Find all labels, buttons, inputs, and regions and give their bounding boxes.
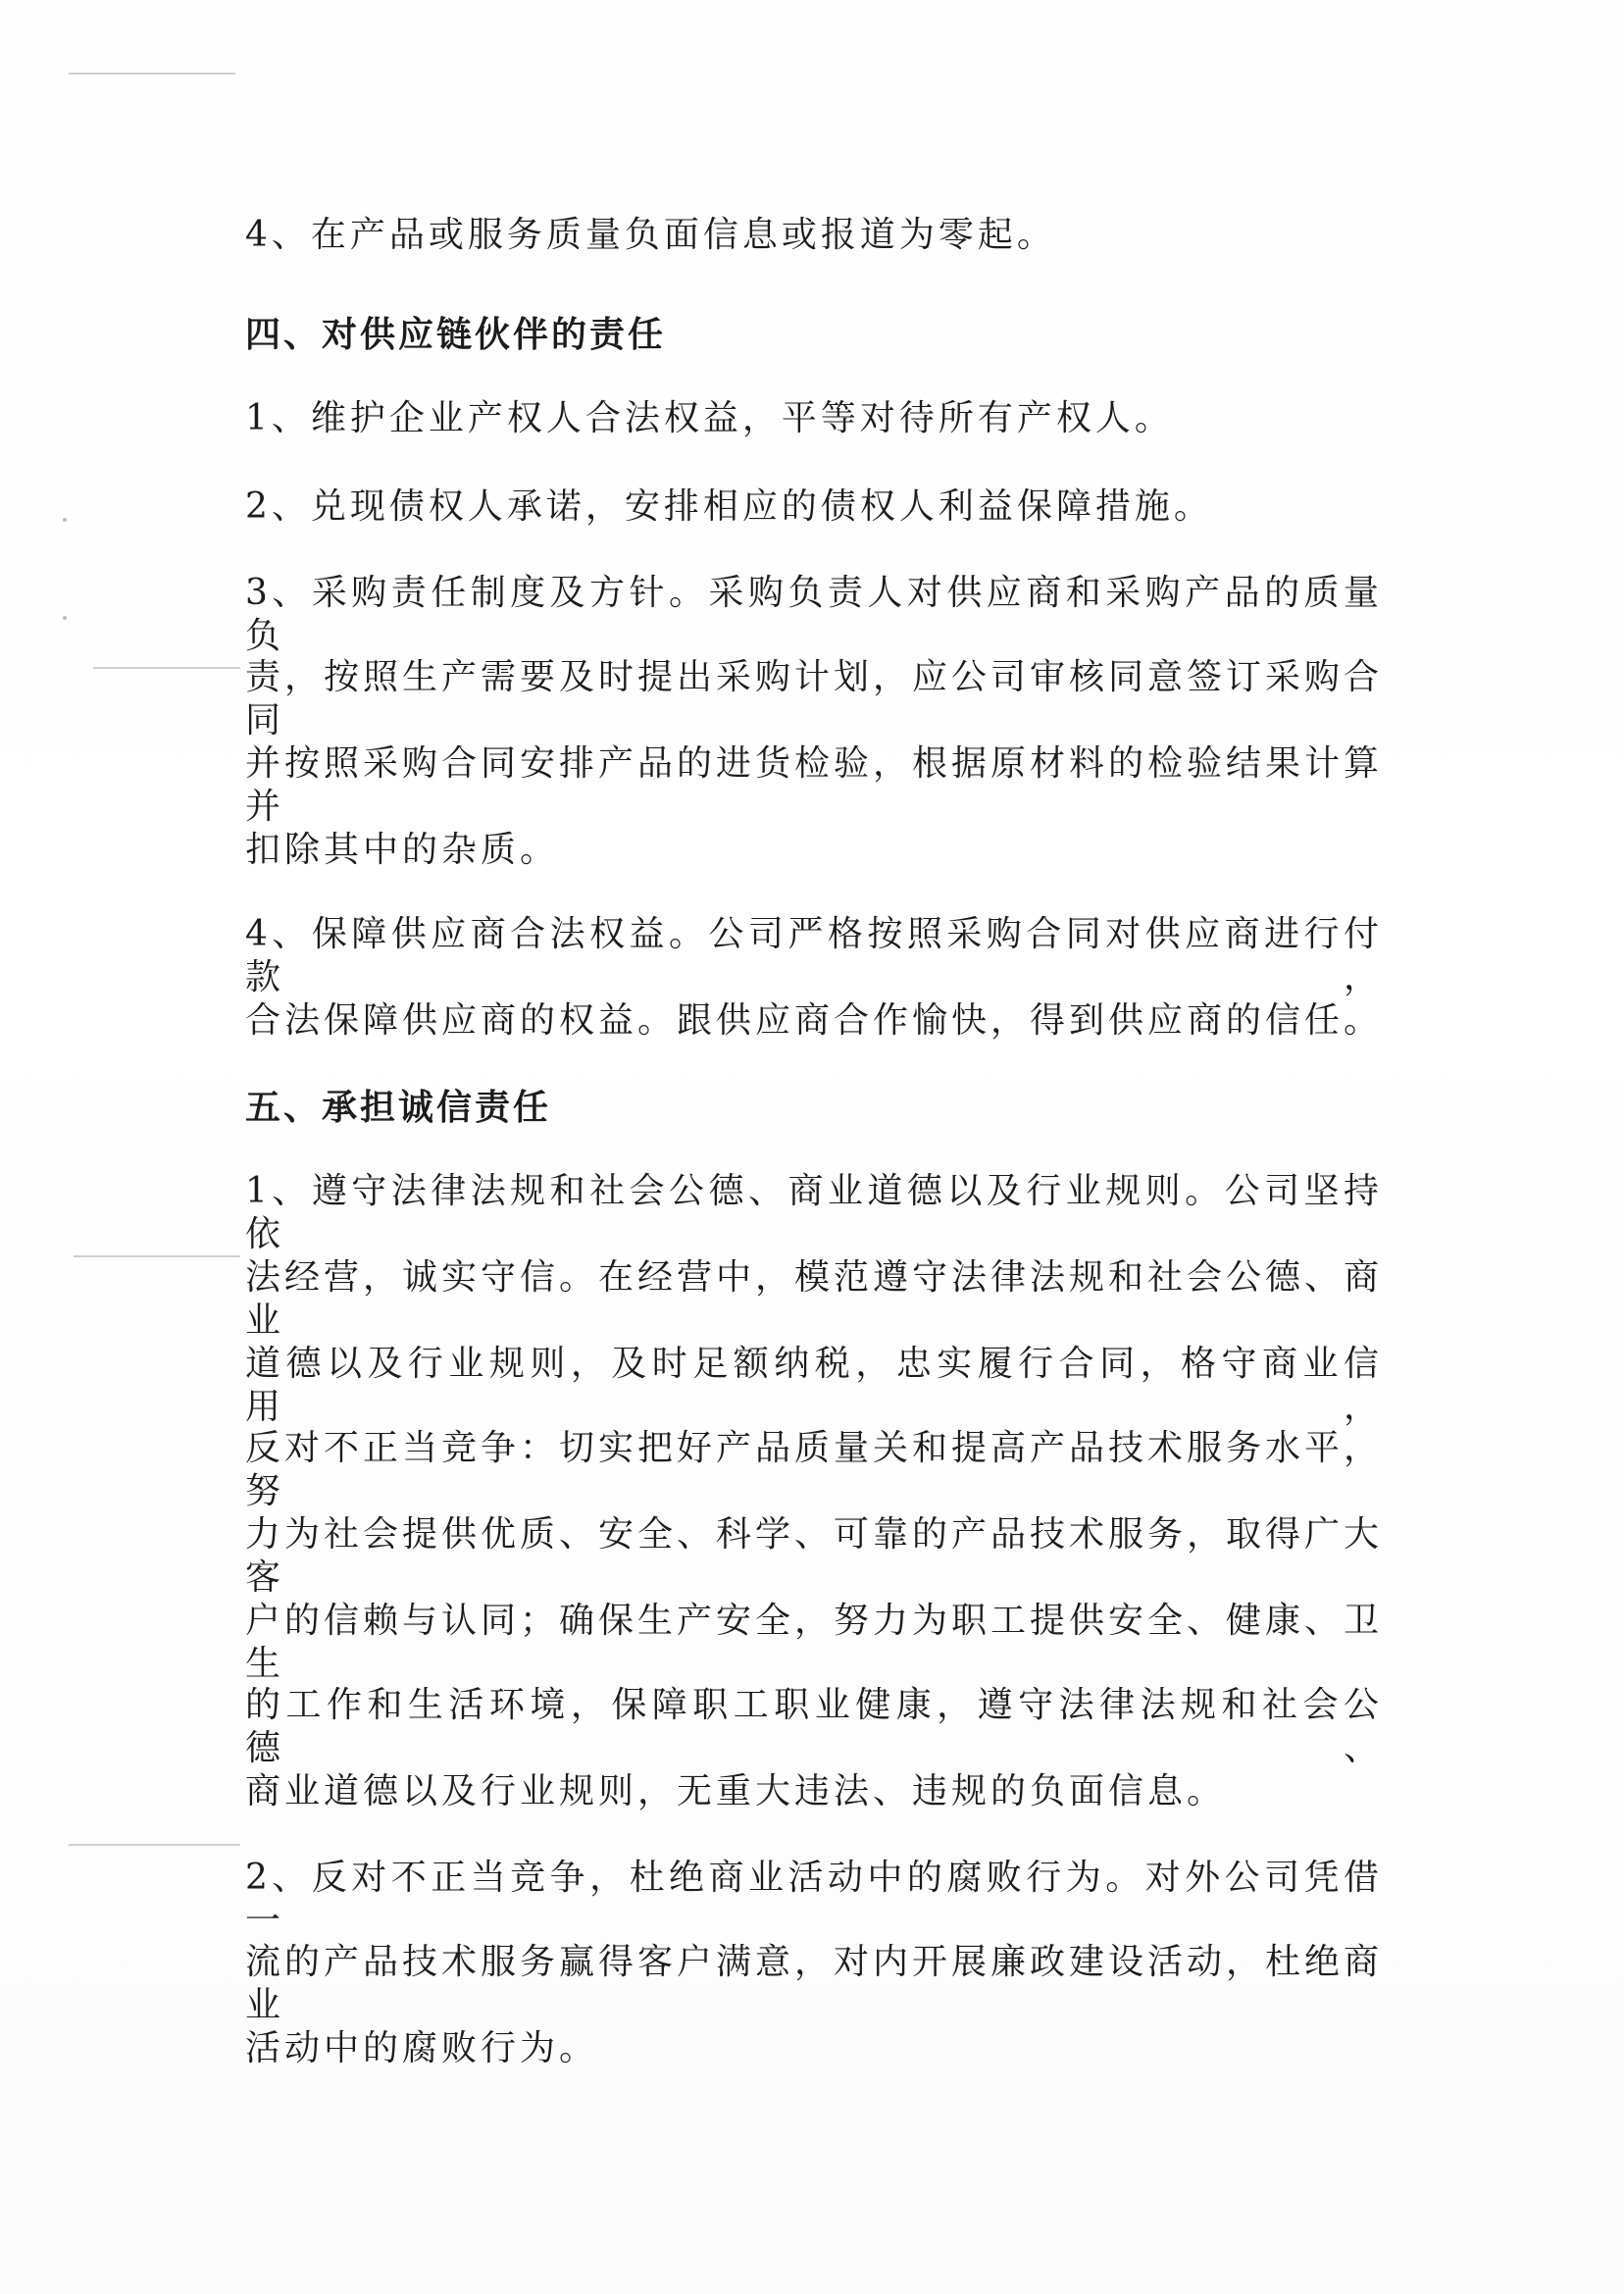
- text-line: 力为社会提供优质、安全、科学、可靠的产品技术服务，取得广大客: [245, 1514, 1384, 1598]
- scan-artifact: [63, 616, 67, 620]
- text-line: 1、维护企业产权人合法权益，平等对待所有产权人。: [245, 398, 1174, 438]
- text-line: 法经营，诚实守信。在经营中，模范遵守法律法规和社会公德、商业: [245, 1257, 1384, 1341]
- section-heading: 四、对供应链伙伴的责任: [245, 314, 667, 355]
- text-line: 流的产品技术服务赢得客户满意，对内开展廉政建设活动，杜绝商业: [245, 1942, 1384, 2025]
- text-line: 反对不正当竞争：切实把好产品质量关和提高产品技术服务水平，努: [245, 1428, 1384, 1511]
- text-line: 并按照采购合同安排产品的进货检验，根据原材料的检验结果计算并: [245, 743, 1384, 827]
- text-line: 的工作和生活环境，保障职工职业健康，遵守法律法规和社会公德、: [245, 1685, 1383, 1768]
- scan-artifact: [69, 73, 235, 75]
- text-line: 扣除其中的杂质。: [245, 830, 560, 870]
- scan-artifact: [74, 1255, 240, 1257]
- text-line: 活动中的腐败行为。: [245, 2028, 599, 2068]
- text-line: 4、保障供应商合法权益。公司严格按照采购合同对供应商进行付款，: [245, 914, 1383, 997]
- scan-artifact: [93, 667, 240, 669]
- text-line: 商业道德以及行业规则，无重大违法、违规的负面信息。: [245, 1771, 1227, 1811]
- text-line: 合法保障供应商的权益。跟供应商合作愉快，得到供应商的信任。: [245, 1000, 1384, 1041]
- text-line: 责，按照生产需要及时提出采购计划，应公司审核同意签订采购合同: [245, 657, 1384, 740]
- text-line: 户的信赖与认同；确保生产安全，努力为职工提供安全、健康、卫生: [245, 1601, 1384, 1684]
- text-line: 3、采购责任制度及方针。采购负责人对供应商和采购产品的质量负: [245, 573, 1383, 656]
- scan-artifact: [69, 1844, 240, 1846]
- text-line: 1、遵守法律法规和社会公德、商业道德以及行业规则。公司坚持依: [245, 1171, 1383, 1254]
- section-heading: 五、承担诚信责任: [245, 1087, 552, 1128]
- text-line: 2、兑现债权人承诺，安排相应的债权人利益保障措施。: [245, 486, 1213, 527]
- text-line: 2、反对不正当竞争，杜绝商业活动中的腐败行为。对外公司凭借一: [245, 1858, 1383, 1941]
- text-line: 4、在产品或服务质量负面信息或报道为零起。: [245, 215, 1056, 255]
- scan-artifact: [63, 518, 67, 522]
- text-line: 道德以及行业规则，及时足额纳税，忠实履行合同，格守商业信用，: [245, 1344, 1383, 1427]
